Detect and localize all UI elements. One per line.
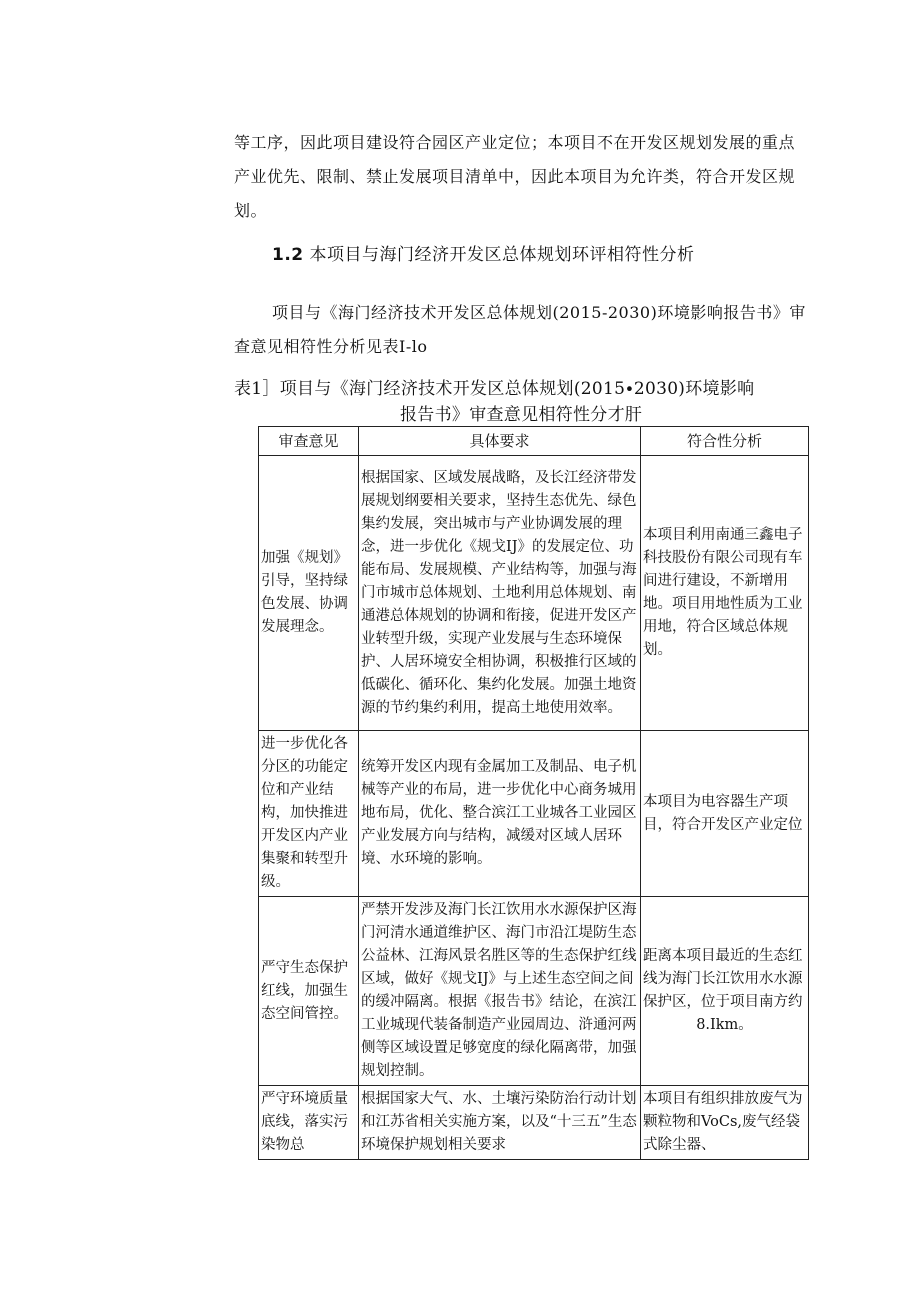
section-paragraph	[234, 296, 814, 364]
table-row	[259, 897, 809, 1086]
header-requirement: 具体要求	[359, 427, 641, 456]
table-row	[259, 456, 809, 731]
section-heading	[272, 240, 695, 265]
cell-analysis: 本项目为电容器生产项目，符合开发区产业定位	[641, 731, 809, 897]
cell-analysis: 本项目有组织排放废气为颗粒物和VoCs,废气经袋式除尘器、	[641, 1086, 809, 1160]
intro-paragraph	[234, 126, 814, 228]
table-caption-line1: 表1］项目与《海门经济技术开发区总体规划(2015∙2030)环境影响	[234, 379, 755, 399]
cell-requirement: 根据国家大气、水、土壤污染防治行动计划和江苏省相关实施方案，以及“十三五”生态环境保护规划相关要求	[359, 1086, 641, 1160]
table-header-row	[259, 427, 809, 456]
cell-opinion: 严守环境质量底线，落实污染物总	[259, 1086, 359, 1160]
paragraph-line: 查意见相符性分析见表I-lo	[234, 337, 428, 356]
table-caption-line2: 报告书》审查意见相符性分才肝	[400, 405, 643, 425]
analysis-distance: 8.Ikm。	[696, 1017, 753, 1033]
section-number: 1.2	[272, 245, 304, 265]
table-row	[259, 1086, 809, 1160]
cell-opinion: 严守生态保护红线，加强生态空间管控。	[259, 897, 359, 1086]
intro-line: 产业优先、限制、禁止发展项目清单中，因此本项目为允许类，符合开发区规	[234, 167, 796, 186]
cell-opinion: 加强《规划》引导，坚持绿色发展、协调发展理念。	[259, 456, 359, 731]
section-title: 本项目与海门经济开发区总体规划环评相符性分析	[309, 245, 695, 265]
cell-opinion: 进一步优化各分区的功能定位和产业结构，加快推进开发区内产业集聚和转型升级。	[259, 731, 359, 897]
compliance-table	[258, 426, 809, 1160]
intro-line: 等工序，因此项目建设符合园区产业定位；本项目不在开发区规划发展的重点	[234, 133, 796, 152]
intro-line: 划。	[234, 201, 268, 220]
header-opinion: 审查意见	[259, 427, 359, 456]
cell-analysis: 本项目利用南通三鑫电子科技股份有限公司现有车间进行建设，不新增用地。项目用地性质为工业用地，符合区域总体规划。	[641, 456, 809, 731]
cell-requirement: 严禁开发涉及海门长江饮用水水源保护区海门河清水通道维护区、海门市沿江堤防生态公益林、江海风景名胜区等的生态保护红线区域，做好《规戈IJ》与上述生态空间之间的缓冲隔离。根据《报告书》结论，在滨江工业城现代装备制造产业园周边、浒通河两侧等区域设置足够宽度的绿化隔离带，加强规划控制。	[359, 897, 641, 1086]
paragraph-line: 项目与《海门经济技术开发区总体规划(2015-2030)环境影响报告书》审	[272, 303, 806, 322]
cell-analysis	[641, 897, 809, 1086]
analysis-text: 距离本项目最近的生态红线为海门长江饮用水水源保护区，位于项目南方约	[643, 948, 803, 1010]
table-row	[259, 731, 809, 897]
header-analysis: 符合性分析	[641, 427, 809, 456]
cell-requirement: 根据国家、区域发展战略，及长江经济带发展规划纲要相关要求，坚持生态优先、绿色集约发展，突出城市与产业协调发展的理念，进一步优化《规戈IJ》的发展定位、功能布局、发展规模、产业结构等，加强与海门市城市总体规划、土地利用总体规划、南通港总体规划的协调和衔接，促进开发区产业转型升级，实现产业发展与生态环境保护、人居环境安全相协调，积极推行区域的低碳化、循环化、集约化发展。加强土地资源的节约集约利用，提高土地使用效率。	[359, 456, 641, 731]
cell-requirement: 统筹开发区内现有金属加工及制品、电子机械等产业的布局，进一步优化中心商务城用地布局，优化、整合滨江工业城各工业园区产业发展方向与结构，减缓对区域人居环境、水环境的影响。	[359, 731, 641, 897]
